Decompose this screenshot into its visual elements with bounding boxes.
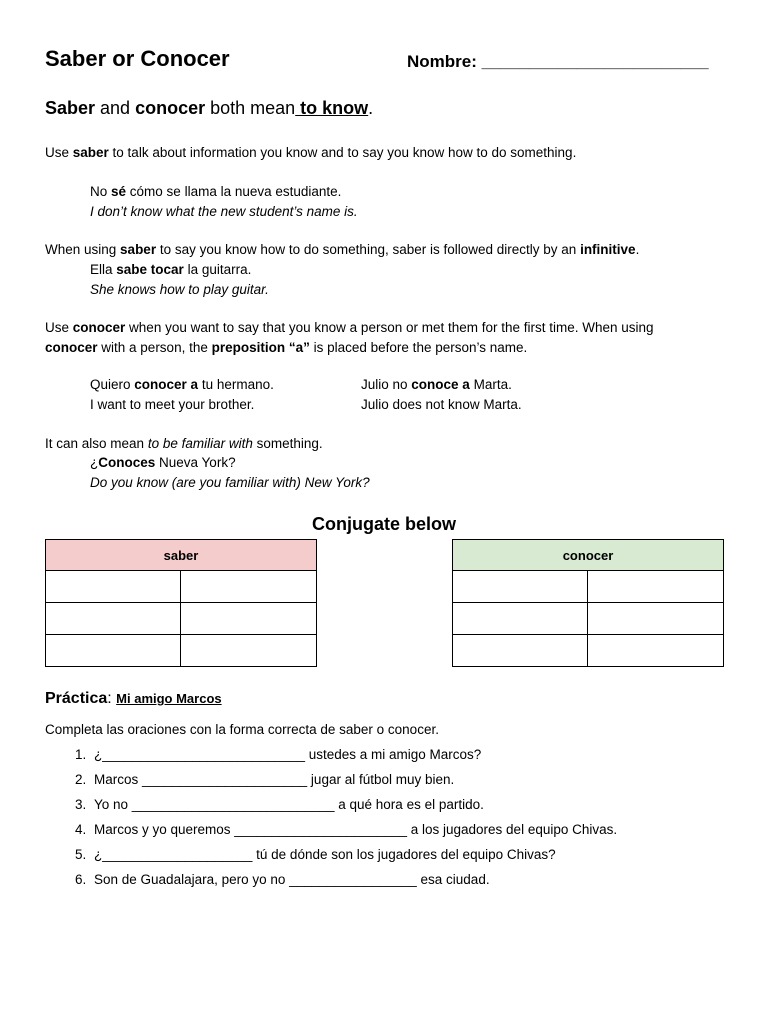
text-bold: preposition “a” (211, 340, 310, 355)
text: ¿ (90, 455, 99, 470)
list-item: 6. Son de Guadalajara, pero yo no _________________ esa ciudad. (90, 870, 617, 895)
conocer-cell[interactable] (453, 571, 588, 603)
conocer-example-b-translation: Julio does not know Marta. (361, 397, 522, 412)
intro-period: . (368, 98, 374, 118)
text-bold: conocer (72, 320, 126, 335)
text-bold: sabe tocar (116, 262, 184, 277)
text: . (635, 242, 640, 257)
text-bold: saber (72, 145, 109, 160)
name-label: Nombre: (407, 52, 477, 71)
name-blank: ________________________ (481, 52, 709, 71)
saber-cell[interactable] (181, 635, 317, 667)
conocer-cell[interactable] (453, 635, 588, 667)
page-title: Saber or Conocer (45, 46, 230, 71)
text: Nueva York? (155, 455, 236, 470)
list-item: 5. ¿____________________ tú de dónde son los jugadores del equipo Chivas? (90, 845, 617, 870)
text: with a person, the (97, 340, 212, 355)
saber-cell[interactable] (46, 571, 181, 603)
conocer-example-3-translation: Do you know (are you familiar with) New York? (90, 475, 370, 490)
conocer-example-a (90, 375, 274, 395)
text: tu hermano. (198, 377, 274, 392)
text: It can also mean (45, 436, 148, 451)
saber-example-2-translation: She knows how to play guitar. (90, 282, 269, 297)
practice-label: Práctica (45, 690, 108, 707)
saber-table-header: saber (46, 540, 317, 571)
text-bold: sé (111, 184, 127, 199)
list-item: 4. Marcos y yo queremos _______________________ a los jugadores del equipo Chivas. (90, 820, 617, 845)
text: when you want to say that you know a person or met them for the first time. When using (125, 320, 654, 335)
conocer-example-3 (90, 453, 236, 473)
text: No (90, 184, 112, 199)
saber-cell[interactable] (46, 603, 181, 635)
practice-subtitle: Mi amigo Marcos (116, 691, 222, 706)
saber-example-1-translation: I don’t know what the new student’s name is. (90, 204, 358, 219)
conocer-rule-line-1 (45, 318, 735, 338)
conocer-conjugation-table (452, 539, 724, 667)
intro-conocer: conocer (135, 98, 206, 118)
saber-cell[interactable] (181, 603, 317, 635)
conocer-cell[interactable] (588, 603, 724, 635)
conocer-table-header: conocer (453, 540, 724, 571)
conocer-cell[interactable] (588, 635, 724, 667)
text: something. (252, 436, 323, 451)
practice-colon: : (107, 690, 117, 707)
text-bold: conocer (45, 340, 98, 355)
practice-instructions: Completa las oraciones con la forma correcta de saber o conocer. (45, 722, 439, 737)
text: Use (45, 320, 73, 335)
list-item: 1. ¿___________________________ ustedes a mi amigo Marcos? (90, 745, 617, 770)
saber-conjugation-table (45, 539, 317, 667)
saber-cell[interactable] (46, 635, 181, 667)
text: to say you know how to do something, saber is followed directly by an (156, 242, 581, 257)
list-item: 2. Marcos ______________________ jugar al fútbol muy bien. (90, 770, 617, 795)
text: is placed before the person’s name. (309, 340, 528, 355)
conocer-cell[interactable] (453, 603, 588, 635)
intro-to-know: to know (295, 98, 369, 118)
saber-infinitive-rule (45, 240, 639, 260)
intro-saber: Saber (45, 98, 96, 118)
text: to talk about information you know and to say you know how to do something. (108, 145, 577, 160)
text-bold: conoce a (411, 377, 470, 392)
text: When using (45, 242, 121, 257)
text: cómo se llama la nueva estudiante. (126, 184, 342, 199)
conocer-example-a-translation: I want to meet your brother. (90, 397, 255, 412)
saber-cell[interactable] (181, 571, 317, 603)
conocer-cell[interactable] (588, 571, 724, 603)
text-bold: saber (120, 242, 157, 257)
practice-heading (45, 690, 222, 708)
conocer-rule-line-2 (45, 338, 735, 358)
text-italic: to be familiar with (147, 436, 253, 451)
saber-rule (45, 143, 576, 163)
intro-and: and (95, 98, 136, 118)
intro-heading (45, 98, 373, 119)
saber-example-2 (90, 260, 251, 280)
list-item: 3. Yo no ___________________________ a qué hora es el partido. (90, 795, 617, 820)
text: Quiero (90, 377, 135, 392)
text-bold: Conoces (98, 455, 156, 470)
text: Julio no (361, 377, 412, 392)
text: Marta. (469, 377, 512, 392)
saber-example-1 (90, 182, 341, 202)
text-bold: conocer a (134, 377, 199, 392)
text: Ella (90, 262, 117, 277)
intro-mean: both mean (205, 98, 296, 118)
practice-list (45, 745, 617, 895)
familiar-rule (45, 434, 323, 454)
conocer-rule (45, 318, 735, 358)
name-field (407, 52, 709, 72)
text: Use (45, 145, 73, 160)
conjugate-title: Conjugate below (312, 514, 456, 534)
text-bold: infinitive (580, 242, 636, 257)
conocer-example-b (361, 375, 512, 395)
text: la guitarra. (183, 262, 252, 277)
